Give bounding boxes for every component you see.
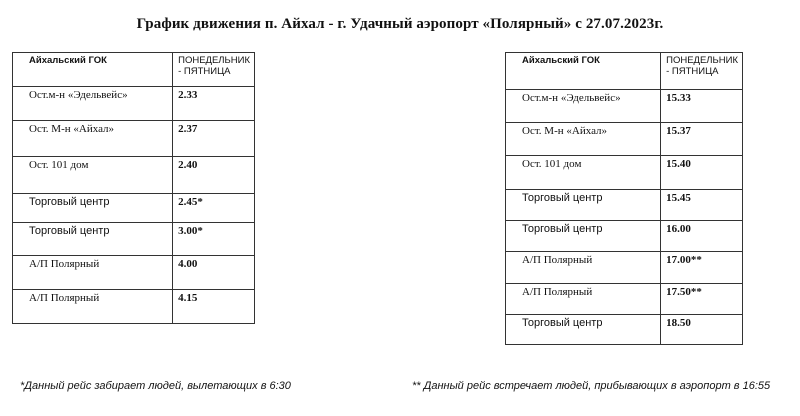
stop-name: Торговый центр xyxy=(13,223,173,256)
header-label: Айхальский ГОК xyxy=(13,53,173,87)
stop-name: Ост. М-н «Айхал» xyxy=(506,123,661,156)
stop-name: Торговый центр xyxy=(13,194,173,223)
table-row xyxy=(506,156,743,190)
table-row xyxy=(13,87,255,121)
departure-time: 15.40 xyxy=(661,156,743,190)
departure-time: 2.37 xyxy=(173,121,255,157)
table-row xyxy=(506,90,743,123)
table-row xyxy=(13,256,255,290)
stop-name: Торговый центр xyxy=(506,315,661,345)
stop-name: Торговый центр xyxy=(506,221,661,252)
table-header-row xyxy=(506,53,743,90)
stop-name: Ост. 101 дом xyxy=(13,157,173,194)
footnote-left: *Данный рейс забирает людей, вылетающих в 6:30 xyxy=(20,380,291,392)
departure-time: 2.33 xyxy=(173,87,255,121)
departure-time: 15.33 xyxy=(661,90,743,123)
stop-name: А/П Полярный xyxy=(13,256,173,290)
departure-time: 15.45 xyxy=(661,190,743,221)
table-row xyxy=(506,190,743,221)
stop-name: А/П Полярный xyxy=(13,290,173,324)
table-row xyxy=(506,315,743,345)
table-row xyxy=(13,121,255,157)
stop-name: Торговый центр xyxy=(506,190,661,221)
table-row xyxy=(506,123,743,156)
table-row xyxy=(13,290,255,324)
table-row xyxy=(506,252,743,284)
departure-time: 3.00* xyxy=(173,223,255,256)
stop-name: А/П Полярный xyxy=(506,284,661,315)
departure-time: 18.50 xyxy=(661,315,743,345)
departure-time: 2.40 xyxy=(173,157,255,194)
stop-name: Ост.м-н «Эдельвейс» xyxy=(506,90,661,123)
table-row xyxy=(506,284,743,315)
departure-time: 4.00 xyxy=(173,256,255,290)
stop-name: Ост. М-н «Айхал» xyxy=(13,121,173,157)
departure-time: 17.50** xyxy=(661,284,743,315)
departure-time: 4.15 xyxy=(173,290,255,324)
departure-time: 16.00 xyxy=(661,221,743,252)
stop-name: Ост.м-н «Эдельвейс» xyxy=(13,87,173,121)
departure-time: 2.45* xyxy=(173,194,255,223)
table-row xyxy=(13,194,255,223)
departure-time: 17.00** xyxy=(661,252,743,284)
header-days: ПОНЕДЕЛЬНИК - ПЯТНИЦА xyxy=(661,53,743,90)
table-row xyxy=(506,221,743,252)
schedule-table-right xyxy=(505,52,743,345)
departure-time: 15.37 xyxy=(661,123,743,156)
table-row xyxy=(13,223,255,256)
header-days: ПОНЕДЕЛЬНИК - ПЯТНИЦА xyxy=(173,53,255,87)
table-header-row xyxy=(13,53,255,87)
schedule-table-left xyxy=(12,52,255,324)
footnote-right: ** Данный рейс встречает людей, прибывающих в аэропорт в 16:55 xyxy=(412,380,771,392)
page-title: График движения п. Айхал - г. Удачный аэропорт «Полярный» с 27.07.2023г. xyxy=(136,16,664,32)
header-label: Айхальский ГОК xyxy=(506,53,661,90)
table-row xyxy=(13,157,255,194)
stop-name: Ост. 101 дом xyxy=(506,156,661,190)
stop-name: А/П Полярный xyxy=(506,252,661,284)
